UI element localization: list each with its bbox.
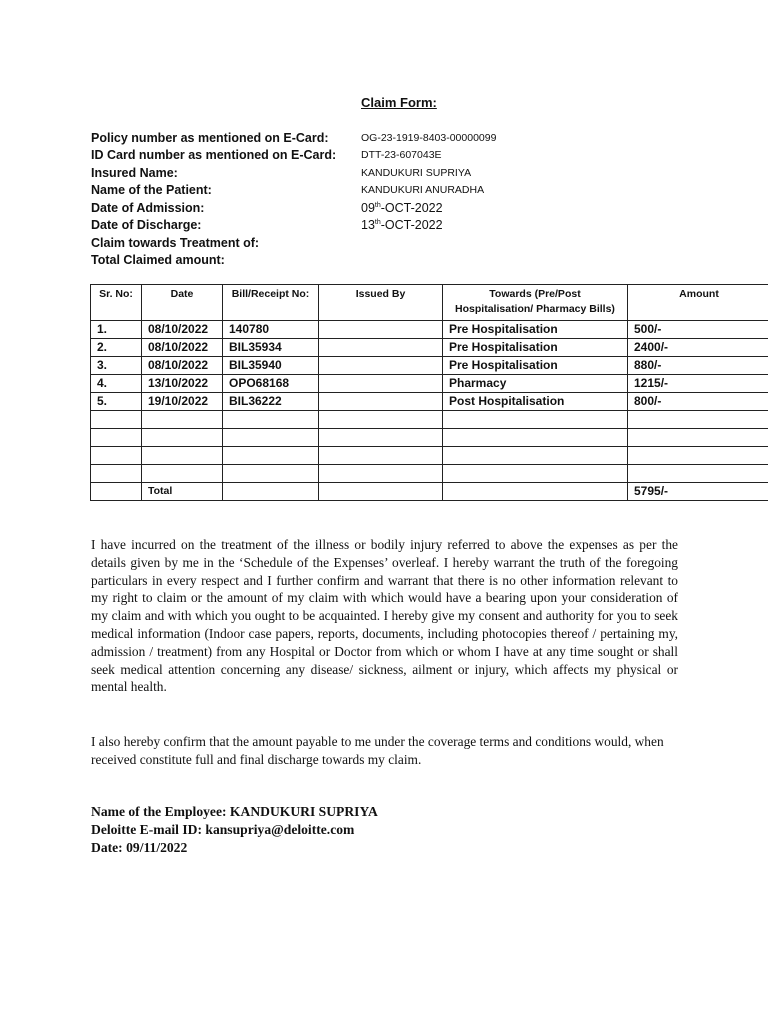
cell-amount: 2400/- [628,339,768,357]
cell-bill-no: 140780 [223,321,319,339]
table-row [91,429,768,447]
cell-issued-by [319,375,443,393]
cell-amount [628,411,768,429]
cell-issued-by [319,447,443,465]
admission-day: 09 [361,200,375,215]
cell-sr-no [91,447,142,465]
id-card-row [91,147,691,165]
cell-amount: 500/- [628,321,768,339]
discharge-value [361,218,443,232]
cell-towards: Pharmacy [443,375,628,393]
table-header-row [91,285,768,321]
discharge-month-year: -OCT-2022 [380,218,443,233]
employee-name-line: Name of the Employee: KANDUKURI SUPRIYA [91,804,378,819]
table-total-row [91,483,768,501]
cell-bill-no [223,447,319,465]
cell-date: 19/10/2022 [142,393,223,411]
admission-row [91,199,691,217]
table-row [91,375,768,393]
cell-issued-by [319,465,443,483]
policy-value: OG-23-1919-8403-00000099 [361,131,497,144]
cell-bill-no: BIL35940 [223,357,319,375]
cell-amount [628,447,768,465]
cell-towards [443,465,628,483]
cell-bill-no: BIL35934 [223,339,319,357]
discharge-row [91,217,691,235]
cell-bill-no: BIL36222 [223,393,319,411]
form-title: Claim Form: [361,95,437,110]
cell-date [142,411,223,429]
header-bill-no: Bill/Receipt No: [223,285,319,321]
cell-sr-no [91,429,142,447]
insured-label: Insured Name: [91,165,178,180]
cell-date [142,465,223,483]
table-row [91,339,768,357]
cell-issued-by [319,393,443,411]
table-row [91,321,768,339]
discharge-day: 13 [361,218,375,233]
patient-value: KANDUKURI ANURADHA [361,184,485,197]
cell-amount [628,465,768,483]
cell-amount: 800/- [628,393,768,411]
cell-towards: Pre Hospitalisation [443,321,628,339]
cell-amount: 1215/- [628,375,768,393]
cell-date: 08/10/2022 [142,339,223,357]
cell-issued-by [319,411,443,429]
table-row [91,465,768,483]
insured-row [91,164,691,182]
cell-date: 13/10/2022 [142,375,223,393]
cell-towards [443,447,628,465]
cell-bill-no [223,465,319,483]
cell-amount [628,429,768,447]
total-cell-empty [443,483,628,501]
header-date: Date [142,285,223,321]
cell-sr-no: 2. [91,339,142,357]
total-cell-empty [319,483,443,501]
treatment-row [91,234,691,252]
signature-date-line: Date: 09/11/2022 [91,840,188,855]
cell-date [142,447,223,465]
cell-issued-by [319,429,443,447]
table-row [91,357,768,375]
header-amount: Amount [628,285,768,321]
total-cell-empty [91,483,142,501]
admission-label: Date of Admission: [91,200,205,215]
cell-amount: 880/- [628,357,768,375]
admission-suffix: th [374,201,381,209]
cell-sr-no: 4. [91,375,142,393]
insured-value: KANDUKURI SUPRIYA [361,166,472,179]
total-cell-empty [223,483,319,501]
total-label: Total [142,483,223,501]
header-issued-by: Issued By [319,285,443,321]
header-sr-no: Sr. No: [91,285,142,321]
policy-label: Policy number as mentioned on E-Card: [91,130,329,145]
id-card-label: ID Card number as mentioned on E-Card: [91,148,337,163]
cell-issued-by [319,339,443,357]
total-claimed-label: Total Claimed amount: [91,253,225,268]
admission-value [361,201,443,215]
table-row [91,411,768,429]
cell-date: 08/10/2022 [142,357,223,375]
cell-towards [443,411,628,429]
table-row [91,393,768,411]
claim-fields [91,129,691,269]
id-card-value: DTT-23-607043E [361,149,442,162]
admission-month-year: -OCT-2022 [380,200,443,215]
discharge-suffix: th [374,219,381,227]
declaration-paragraph-2: I also hereby confirm that the amount payable to me under the coverage terms and conditions would, when received constitute full and final discharge towards my claim. [91,734,664,767]
cell-sr-no [91,465,142,483]
cell-sr-no: 1. [91,321,142,339]
cell-sr-no: 3. [91,357,142,375]
cell-bill-no [223,429,319,447]
expense-table [90,284,768,501]
patient-label: Name of the Patient: [91,183,212,198]
patient-row [91,182,691,200]
policy-row [91,129,691,147]
cell-sr-no [91,411,142,429]
cell-sr-no: 5. [91,393,142,411]
cell-issued-by [319,321,443,339]
treatment-label: Claim towards Treatment of: [91,235,260,250]
discharge-label: Date of Discharge: [91,218,202,233]
cell-date: 08/10/2022 [142,321,223,339]
total-claimed-row [91,252,691,270]
cell-towards: Pre Hospitalisation [443,357,628,375]
cell-issued-by [319,357,443,375]
table-row [91,447,768,465]
declaration-paragraph-1: I have incurred on the treatment of the illness or bodily injury referred to above the expenses as per the details given by me in the ‘Schedule of the Expenses’ overleaf. I hereby warrant the truth of the foregoing particulars in every respect and I further confirm and warrant that there is no other information relevant to my right to claim or the amount of my claim with which would have a bearing upon your consideration of my claim and with which you ought to be acquainted. I hereby give my consent and authority for you to seek medical information (Indoor case papers, reports, documents, including photocopies thereof / pertaining my, admission / treatment) from any Hospital or Doctor from which or whom I have at any time sought or shall seek medical attention concerning any disease/ sickness, ailment or injury, which affects my physical or mental health. [91,537,678,695]
signature-block [91,803,378,857]
cell-bill-no: OPO68168 [223,375,319,393]
cell-towards [443,429,628,447]
total-amount: 5795/- [628,483,768,501]
table-body [91,321,768,483]
cell-towards: Pre Hospitalisation [443,339,628,357]
header-towards: Towards (Pre/Post Hospitalisation/ Pharmacy Bills) [443,285,628,321]
employee-email-line: Deloitte E-mail ID: kansupriya@deloitte.com [91,822,355,837]
cell-towards: Post Hospitalisation [443,393,628,411]
cell-date [142,429,223,447]
cell-bill-no [223,411,319,429]
